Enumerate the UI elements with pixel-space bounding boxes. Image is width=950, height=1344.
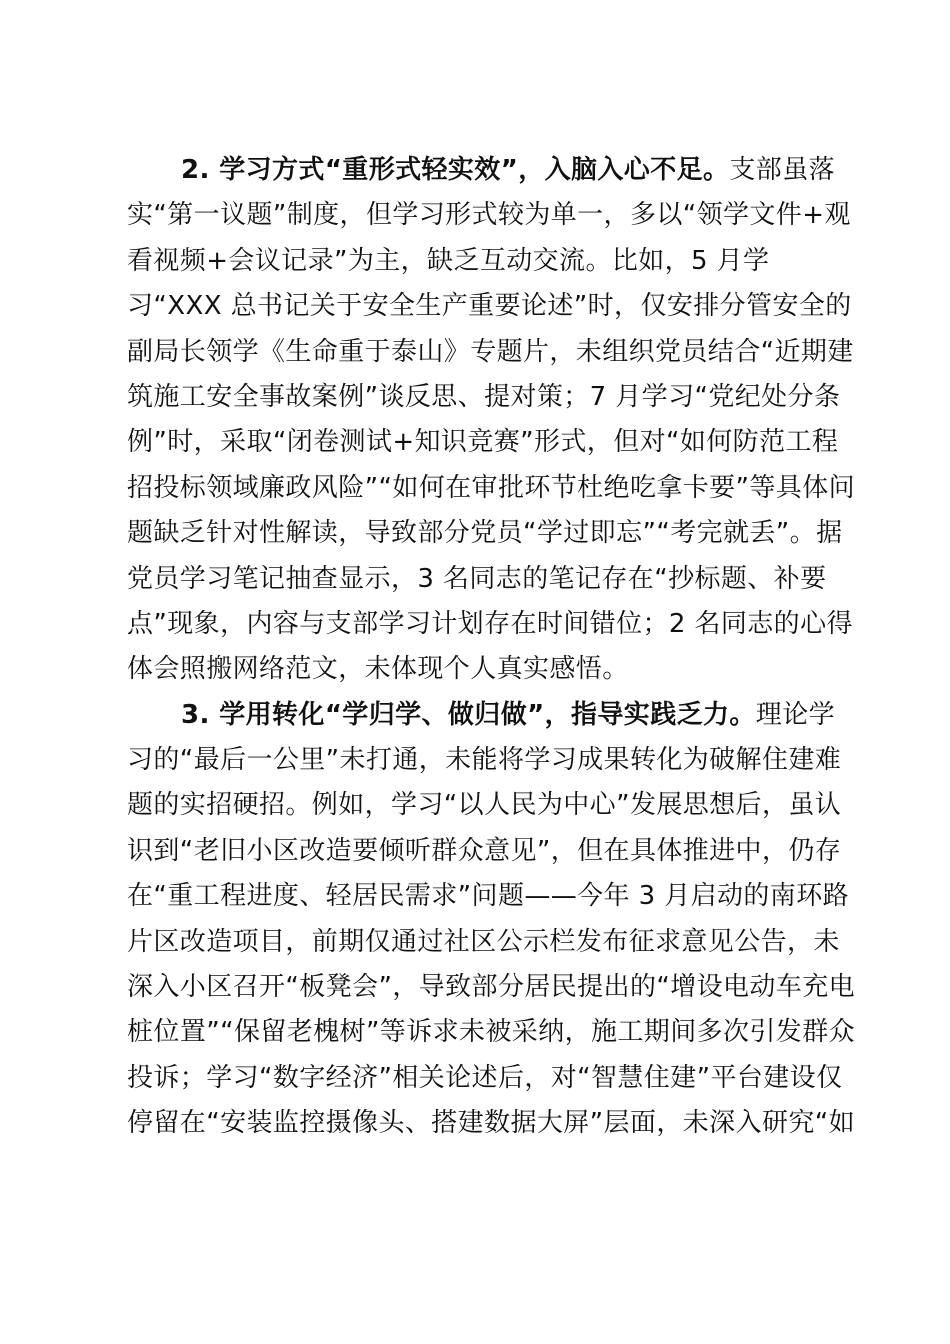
line-text: 支部虽落 [729, 155, 836, 185]
paragraph-line: 例”时，采取“闭卷测试+知识竞赛”形式，但对“如何防范工程 [127, 427, 839, 458]
paragraph-line: 体会照搬网络范文，未体现个人真实感悟。 [127, 654, 629, 685]
paragraph-heading: 3. 学用转化“学归学、做归做”，指导实践乏力。 [181, 699, 756, 730]
paragraph-line: 桩位置”“保留老槐树”等诉求未被采纳，施工期间多次引发群众 [127, 1017, 856, 1048]
paragraph-line: 在“重工程进度、轻居民需求”问题——今年 3 月启动的南环路 [127, 881, 850, 912]
paragraph-line: 题缺乏针对性解读，导致部分党员“学过即忘”“考完就丢”。据 [127, 518, 843, 549]
paragraph-line: 识到“老旧小区改造要倾听群众意见”，但在具体推进中，仍存 [127, 835, 842, 866]
paragraph-line: 投诉；学习“数字经济”相关论述后，对“智慧住建”平台建设仅 [127, 1062, 843, 1093]
paragraph-line: 停留在“安装监控摄像头、搭建数据大屏”层面，未深入研究“如 [127, 1108, 856, 1139]
paragraph-heading: 2. 学习方式“重形式轻实效”，入脑入心不足。 [181, 155, 730, 185]
paragraph-line: 习的“最后一公里”未打通，未能将学习成果转化为破解住建难 [127, 745, 842, 776]
document-body [127, 148, 856, 1147]
paragraph-line: 片区改造项目，前期仅通过社区公示栏发布征求意见公告，未 [127, 926, 840, 957]
paragraph-line: 副局长领学《生命重于泰山》专题片，未组织党员结合“近期建 [127, 336, 854, 367]
paragraph-2 [127, 148, 856, 693]
paragraph-line: 筑施工安全事故案例”谈反思、提对策；7 月学习“党纪处分条 [127, 381, 841, 412]
paragraph-line: 看视频+会议记录”为主，缺乏互动交流。比如，5 月学 [127, 245, 770, 276]
paragraph-3 [127, 693, 856, 1147]
paragraph-line: 题的实招硬招。例如，学习“以人民为中心”发展思想后，虽认 [127, 790, 842, 821]
paragraph-line [127, 148, 836, 193]
paragraph-line [127, 693, 833, 738]
paragraph-line: 习“XXX 总书记关于安全生产重要论述”时，仅安排分管安全的 [127, 291, 852, 322]
paragraph-line: 深入小区召开“板凳会”，导致部分居民提出的“增设电动车充电 [127, 972, 856, 1003]
line-text: 理论学 [755, 699, 835, 730]
paragraph-line: 党员学习笔记抽查显示，3 名同志的笔记存在“抄标题、补要 [127, 563, 827, 594]
paragraph-line: 招投标领域廉政风险”“如何在审批环节杜绝吃拿卡要”等具体问 [127, 472, 856, 503]
paragraph-line: 点”现象，内容与支部学习计划存在时间错位；2 名同志的心得 [127, 608, 853, 639]
paragraph-line: 实“第一议题”制度，但学习形式较为单一，多以“领学文件+观 [127, 200, 851, 231]
